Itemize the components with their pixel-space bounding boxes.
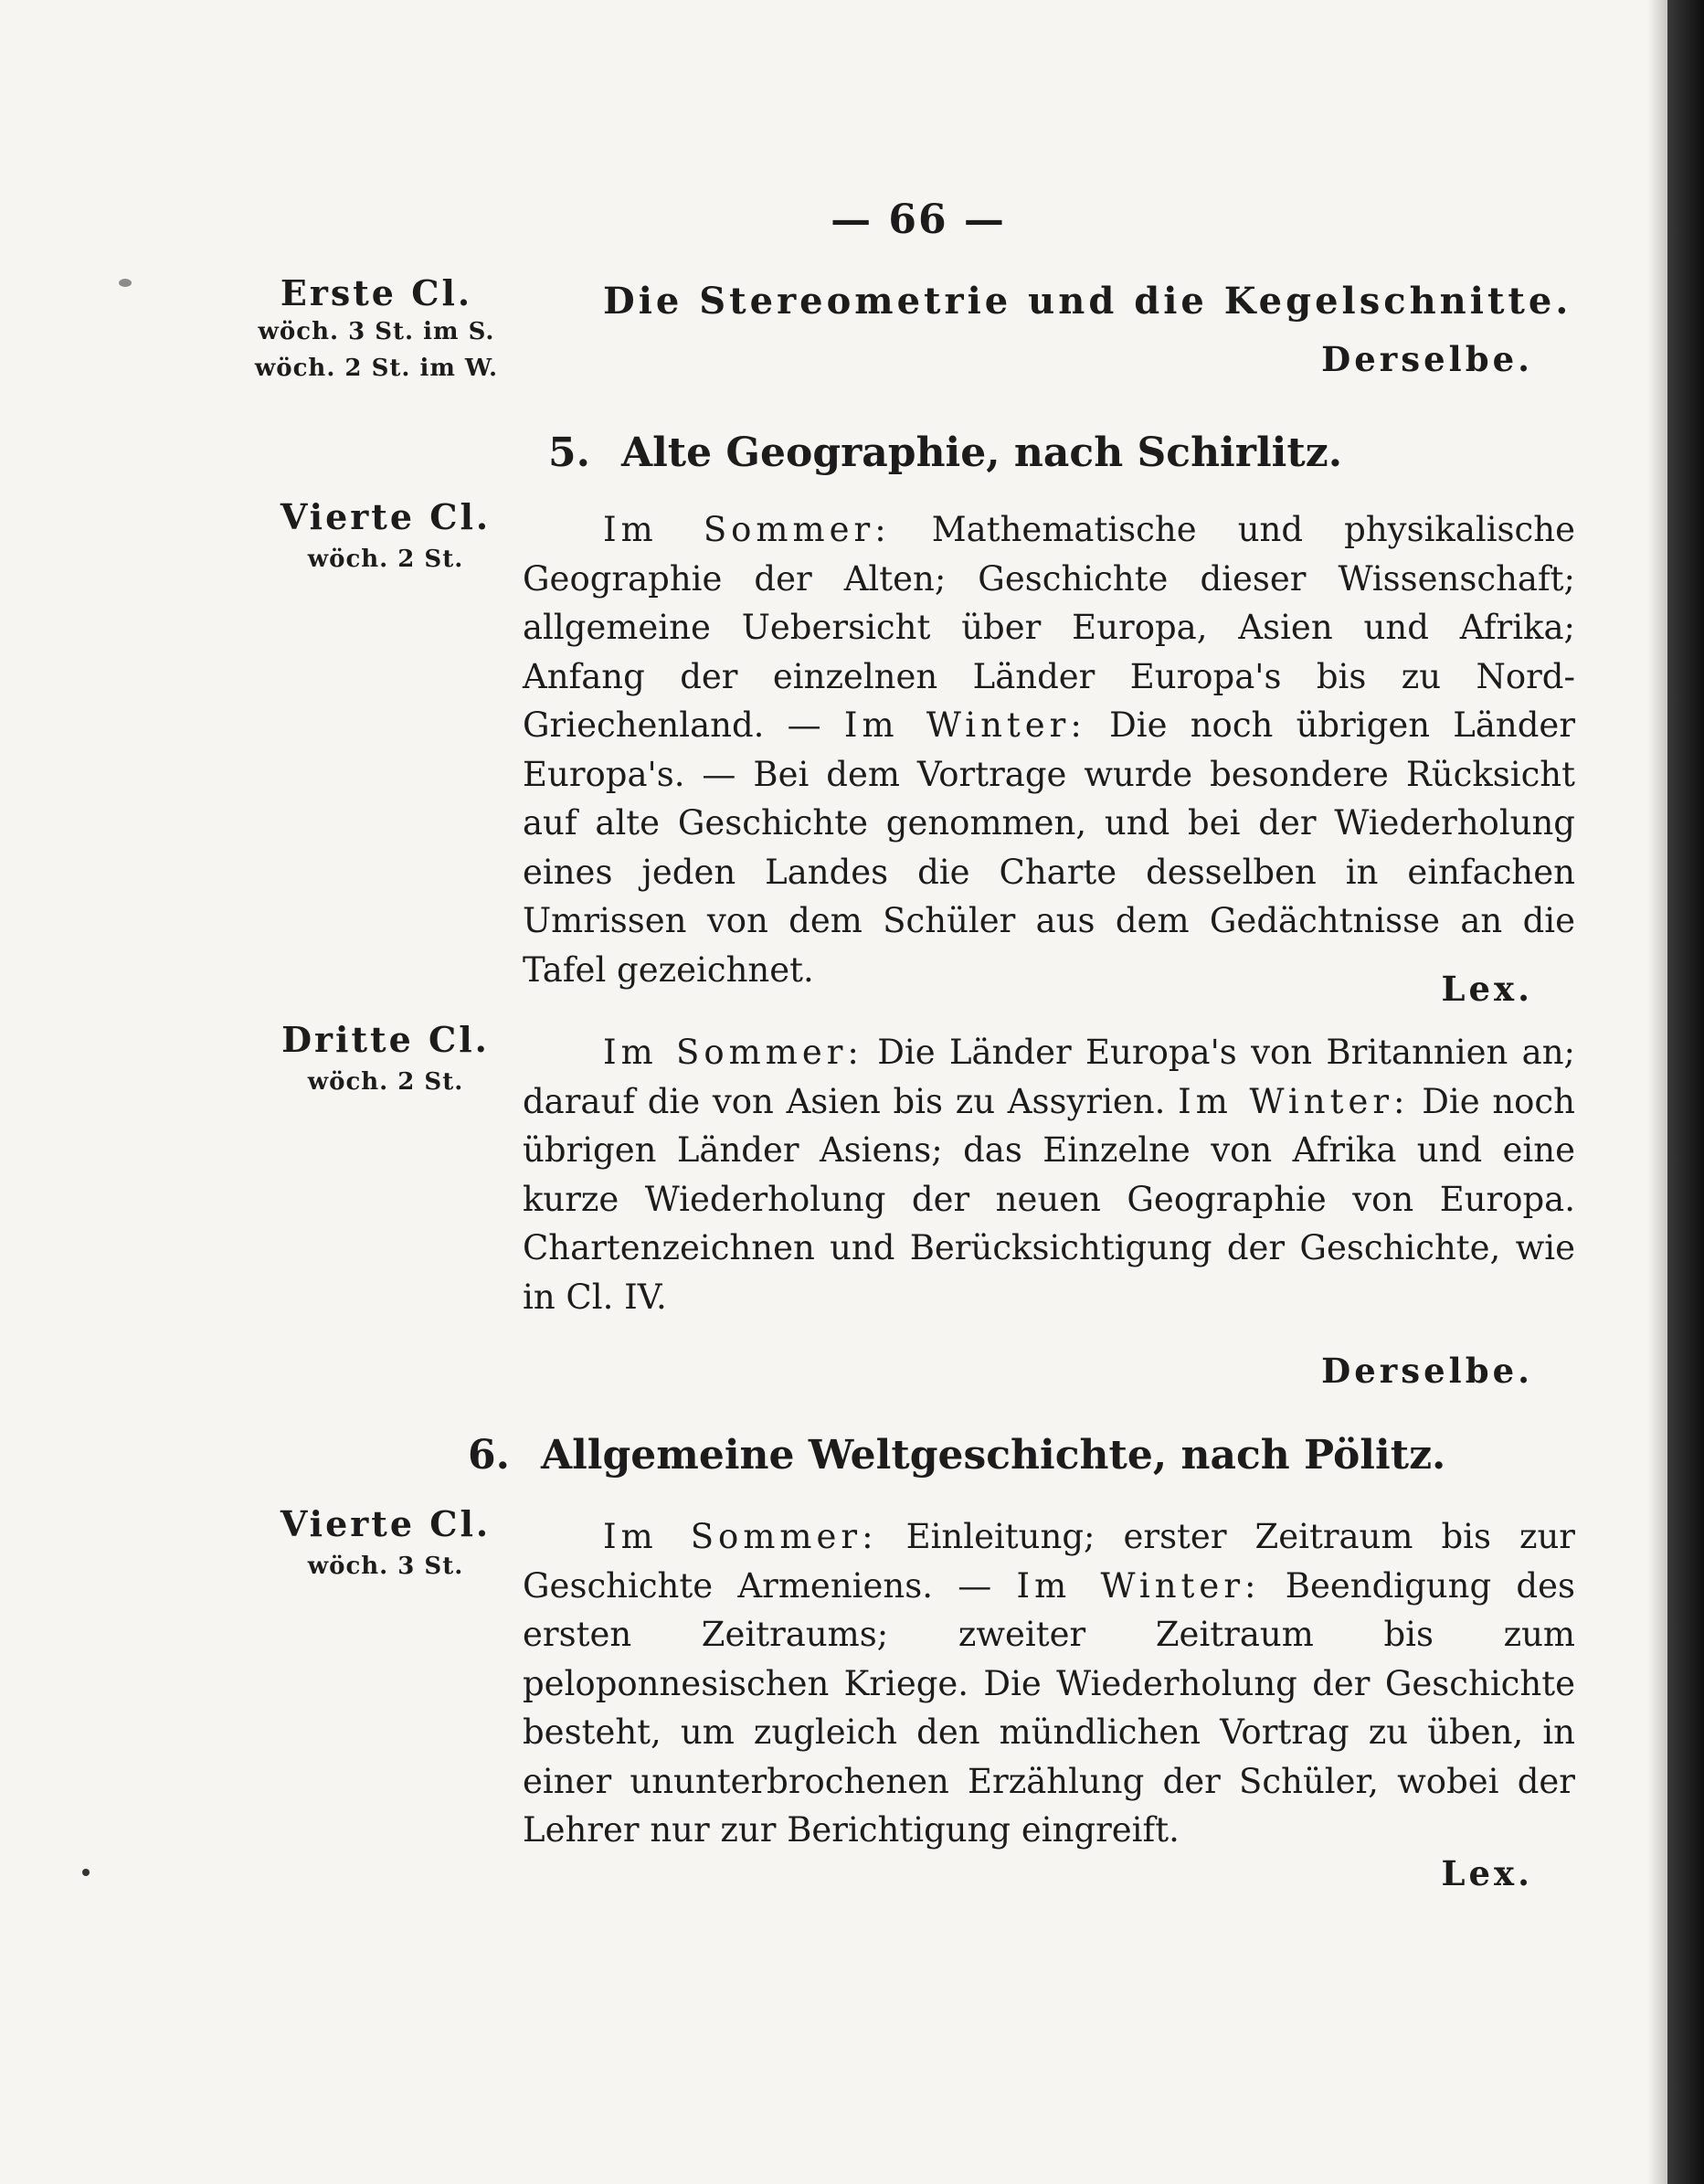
winter-text: Die noch übrigen Länder Europa's. — Bei dem Vortrage wurde besondere Rücksicht auf alte Geschichte genommen, und bei der Wiederholung eines jeden Landes die Charte desselben in einfachen Umrissen von dem Schüler aus dem Gedächtnisse an die Tafel gezeichnet. [523, 705, 1576, 990]
section-title-stereometrie: Die Stereometrie und die Kegelschnitte. [603, 280, 1572, 323]
section-number: 5. [548, 429, 590, 476]
section-heading-geographie [548, 429, 1342, 476]
winter-text: Die noch übrigen Länder Asiens; das Einzelne von Afrika und eine kurze Wiederholung der neuen Geographie von Europa. Chartenzeichnen und Berücksichtigung der Geschichte, wie in Cl. IV. [523, 1081, 1575, 1317]
hours-winter: wöch. 2 St. im W. [254, 355, 499, 382]
signature-derselbe-1: Derselbe. [1321, 339, 1533, 379]
hours: wöch. 3 St. [307, 1553, 464, 1580]
sidenote-vierte-class-geographie [249, 493, 523, 578]
summer-text: Einleitung; erster Zeitraum bis zur Geschichte Armeniens. — [523, 1517, 1575, 1606]
section-heading-weltgeschichte [468, 1432, 1445, 1479]
season-label-summer: Im Sommer: [603, 510, 891, 549]
section-title: Allgemeine Weltgeschichte, nach Pölitz. [540, 1432, 1446, 1479]
ink-speck [82, 1869, 90, 1876]
page-gutter-shadow [1647, 0, 1667, 2184]
hours-summer: wöch. 3 St. im S. [258, 318, 495, 345]
signature-lex-1: Lex. [1441, 969, 1533, 1009]
class-label: Erste Cl. [280, 272, 473, 313]
paragraph-weltgeschichte-vierte [523, 1512, 1575, 1855]
book-spine-edge [1667, 0, 1704, 2184]
summer-text: Mathematische und physikalische Geographie der Alten; Geschichte dieser Wissenschaft; allgemeine Uebersicht über Europa, Asien und Afrika; Anfang der einzelnen Länder Europa's bis zu Nord-Griechenland. — [523, 510, 1575, 745]
paragraph-geographie-dritte [523, 1028, 1575, 1321]
season-label-winter: Im Winter: [1016, 1565, 1261, 1606]
season-label-winter: Im Winter: [843, 705, 1086, 745]
season-label-summer: Im Sommer: [603, 1517, 878, 1556]
page-number: — 66 — [831, 196, 1006, 243]
signature-lex-2: Lex. [1441, 1853, 1533, 1893]
signature-derselbe-2: Derselbe. [1321, 1351, 1533, 1391]
section-number: 6. [468, 1432, 510, 1479]
summer-text: Die Länder Europa's von Britannien an; darauf die von Asien bis zu Assyrien. [523, 1033, 1575, 1121]
winter-text: Beendigung des ersten Zeitraums; zweiter Zeitraum bis zum peloponnesischen Kriege. Die Wiederholung der Geschichte besteht, um zugleich den mündlichen Vortrag zu üben, in einer ununterbrochenen Erzählung der Schüler, wobei der Lehrer nur zur Berichtigung eingreift. [523, 1565, 1575, 1850]
section-title: Alte Geographie, nach Schirlitz. [620, 429, 1343, 476]
paragraph-geographie-vierte [523, 505, 1575, 994]
season-label-summer: Im Sommer: [603, 1033, 863, 1072]
class-label: Vierte Cl. [280, 1503, 492, 1544]
class-label: Vierte Cl. [280, 496, 492, 537]
sidenote-erste-class [239, 270, 513, 387]
hours: wöch. 2 St. [307, 1068, 464, 1096]
season-label-winter: Im Winter: [1178, 1081, 1410, 1121]
sidenote-dritte-class [249, 1016, 523, 1100]
ink-speck [119, 279, 132, 287]
hours: wöch. 2 St. [307, 546, 464, 573]
class-label: Dritte Cl. [281, 1019, 490, 1060]
sidenote-vierte-class-weltgeschichte [249, 1500, 523, 1585]
